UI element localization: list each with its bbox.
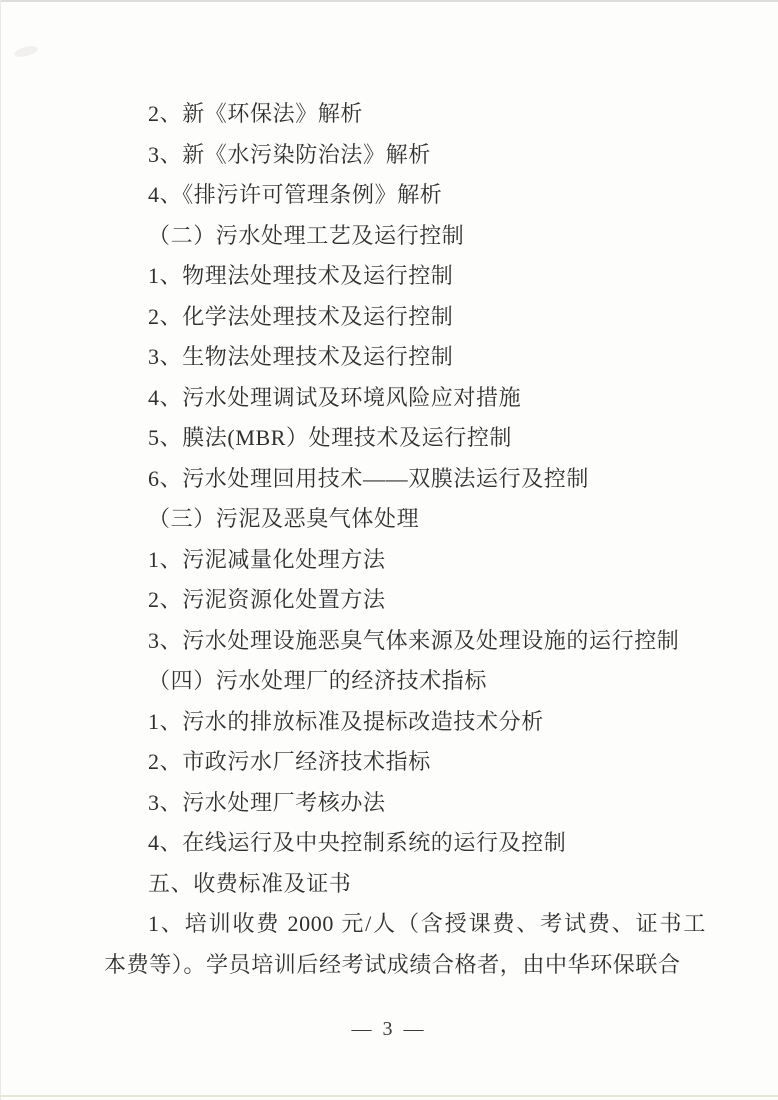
document-body <box>104 94 706 985</box>
list-item: 6、污水处理回用技术——双膜法运行及控制 <box>148 465 590 491</box>
list-item: 2、市政污水厂经济技术指标 <box>148 749 431 774</box>
section-heading: （三）污泥及恶臭气体处理 <box>148 506 420 531</box>
page-number: — 3 — <box>351 1018 427 1040</box>
list-item: 2、污泥资源化处置方法 <box>148 587 386 612</box>
paragraph-line: 本费等）。学员培训后经考试成绩合格者，由中华环保联合 <box>104 951 681 977</box>
scan-smudge <box>13 44 38 59</box>
list-item: 1、污泥减量化处理方法 <box>148 546 386 572</box>
scan-edge-left <box>0 0 1 1100</box>
list-item: 2、化学法处理技术及运行控制 <box>148 303 454 329</box>
list-item: 1、污水的排放标准及提标改造技术分析 <box>148 708 544 734</box>
section-heading: （四）污水处理厂的经济技术指标 <box>148 668 488 693</box>
section-heading: 五、收费标准及证书 <box>148 870 352 896</box>
scan-edge-top <box>0 0 778 2</box>
scan-edge-bottom <box>0 1095 778 1097</box>
list-item: 4、《排污许可管理条例》解析 <box>148 182 443 207</box>
list-item: 2、新《环保法》解析 <box>148 101 364 126</box>
list-item: 4、污水处理调试及环境风险应对措施 <box>148 384 522 410</box>
list-item: 1、物理法处理技术及运行控制 <box>148 263 454 288</box>
list-item: 3、污水处理设施恶臭气体来源及处理设施的运行控制 <box>148 627 680 653</box>
list-item: 3、新《水污染防治法》解析 <box>148 141 431 167</box>
list-item: 4、在线运行及中央控制系统的运行及控制 <box>148 830 567 855</box>
list-item: 3、污水处理厂考核办法 <box>148 789 386 815</box>
list-item: 5、膜法(MBR）处理技术及运行控制 <box>148 425 513 450</box>
list-item: 3、生物法处理技术及运行控制 <box>148 344 454 369</box>
section-heading: （二）污水处理工艺及运行控制 <box>148 222 465 248</box>
paragraph-line: 1、培训收费 2000 元/人（含授课费、考试费、证书工 <box>148 911 706 936</box>
